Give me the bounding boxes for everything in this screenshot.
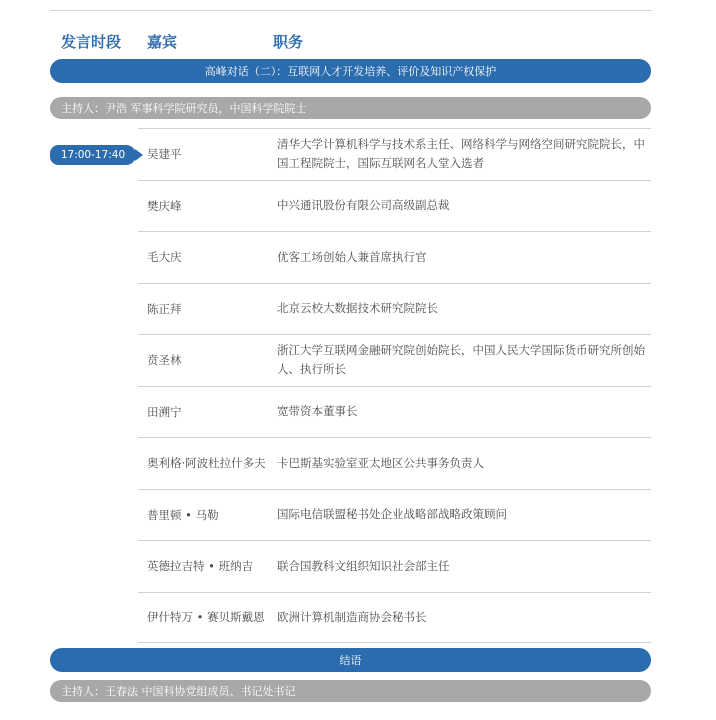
speaker-title: 优客工场创始人兼首席执行官: [277, 249, 427, 264]
speaker-title: 宽带资本董事长: [277, 404, 358, 419]
speaker-name: 英德拉吉特 • 班纳吉: [147, 559, 254, 574]
speaker-title: 卡巴斯基实验室亚太地区公共事务负责人: [277, 455, 484, 470]
table-row: [138, 540, 651, 592]
table-row: [138, 231, 651, 283]
table-row: [138, 437, 651, 489]
table-row: [138, 128, 651, 180]
table-row: [138, 489, 651, 541]
table-row: [138, 283, 651, 335]
speaker-table: [138, 128, 651, 643]
table-row: [138, 386, 651, 438]
speaker-name: 奥利格·阿波杜拉什多夫: [147, 456, 266, 471]
table-row: [138, 592, 651, 644]
speaker-name: 樊庆峰: [147, 198, 182, 213]
speaker-title: 欧洲计算机制造商协会秘书长: [277, 609, 427, 624]
closing-host-bar: 主持人：王春法 中国科协党组成员、书记处书记: [50, 680, 651, 702]
table-row: [138, 334, 651, 386]
table-row: [138, 180, 651, 232]
speaker-title: 国际电信联盟秘书处企业战略部战略政策顾问: [277, 507, 507, 522]
speaker-name: 毛大庆: [147, 250, 182, 265]
speaker-title: 北京云校大数据技术研究院院长: [277, 301, 438, 316]
closing-title-bar: 结语: [50, 648, 651, 672]
speaker-name: 田溯宁: [147, 404, 182, 419]
speaker-name: 吴建平: [147, 147, 182, 162]
header-guest: 嘉宾: [147, 33, 178, 51]
header-position: 职务: [273, 33, 304, 51]
speaker-name: 陈正拜: [147, 301, 182, 316]
speaker-title: 联合国教科文组织知识社会部主任: [277, 558, 450, 573]
top-divider: [50, 10, 652, 11]
speaker-title: 清华大学计算机科学与技术系主任、网络科学与网络空间研究院院长，中国工程院院士，国际互联网名人堂入选者: [277, 137, 645, 171]
speaker-name: 贲圣林: [147, 353, 182, 368]
speaker-title: 浙江大学互联网金融研究院创始院长，中国人民大学国际货币研究所创始人、执行所长: [277, 343, 645, 377]
speaker-name: 普里顿 • 马勒: [147, 507, 219, 522]
speaker-title: 中兴通讯股份有限公司高级副总裁: [277, 198, 450, 213]
session-title-bar: 高峰对话（二）：互联网人才开发培养、评价及知识产权保护: [50, 59, 651, 83]
speaker-name: 伊什特万 • 赛贝斯戴恩: [147, 610, 265, 625]
time-slot-badge: 17:00-17:40: [50, 145, 136, 165]
session-host-bar: 主持人：尹浩 军事科学院研究员，中国科学院院士: [50, 97, 651, 119]
header-time: 发言时段: [61, 33, 122, 51]
